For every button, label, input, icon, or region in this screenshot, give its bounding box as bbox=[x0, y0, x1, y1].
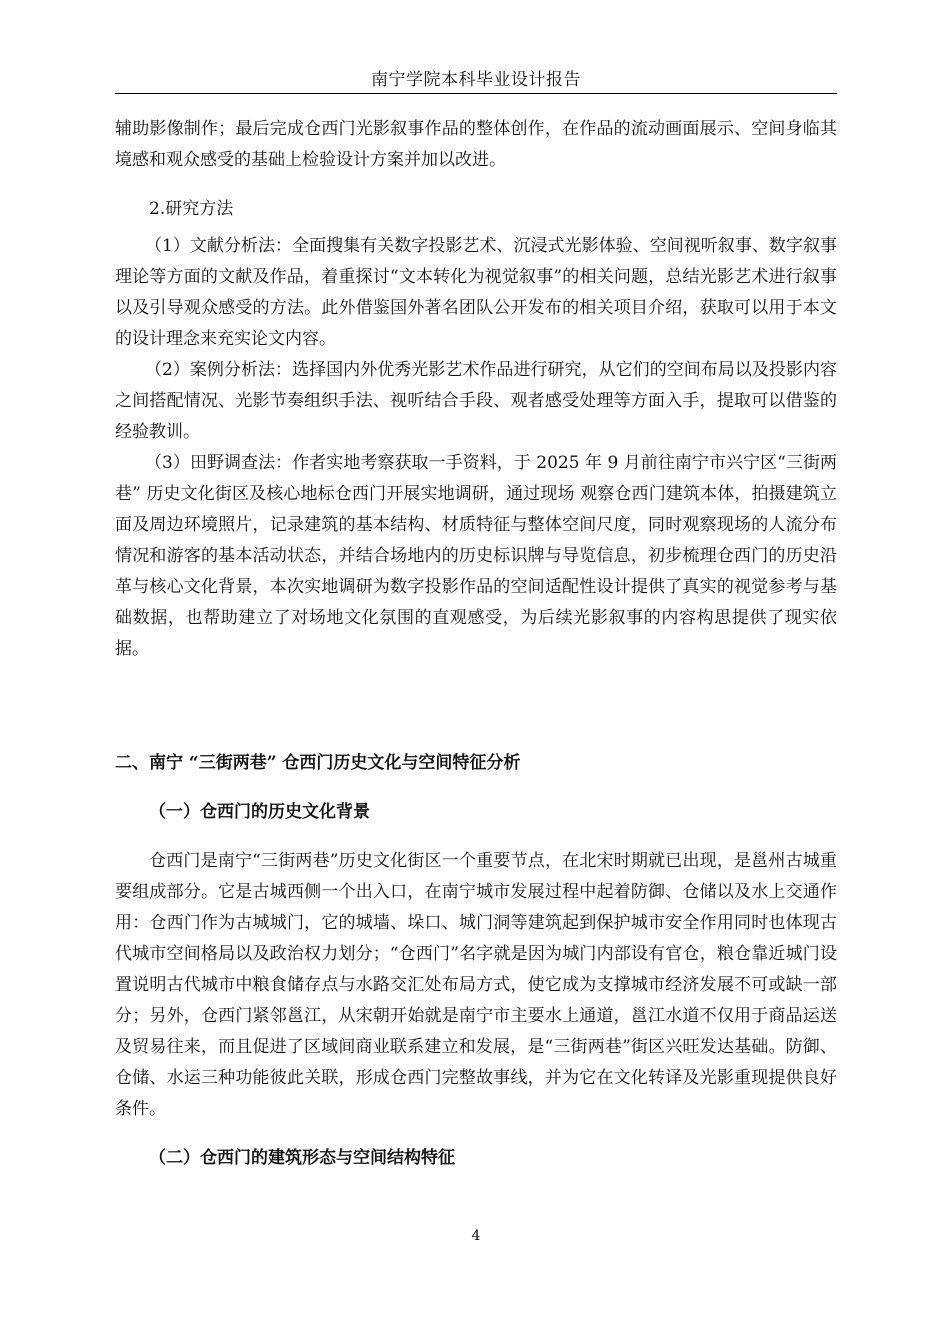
subsection-heading-history: （一）仓西门的历史文化背景 bbox=[149, 802, 370, 822]
subsection-heading-architecture: （二）仓西门的建筑形态与空间结构特征 bbox=[149, 1148, 455, 1168]
history-paragraph: 仓西门是南宁“三街两巷”历史文化街区一个重要节点，在北宋时期就已出现，是邕州古城重要组成部分。它是古城西侧一个出入口，在南宁城市发展过程中起着防御、仓储以及水上交通作用：仓西门作为古城城门，它的城墙、垛口、城门洞等建筑起到保护城市安全作用同时也体现古代城市空间格局以及政治权力划分；“仓西门”名字就是因为城门内部设有官仓，粮仓靠近城门设置说明古代城市中粮食储存点与水路交汇处布局方式，使它成为支撑城市经济发展不可或缺一部分；另外，仓西门紧邻邕江，从宋朝开始就是南宁市主要水上通道，邕江水道不仅用于商品运送及贸易往来，而且促进了区域间商业联系建立和发展，是“三街两巷”街区兴旺发达基础。防御、仓储、水运三种功能彼此关联，形成仓西门完整故事线，并为它在文化转译及光影重现提供良好条件。 bbox=[115, 851, 837, 1119]
page-body bbox=[115, 114, 837, 1174]
section-heading: 二、南宁 “三街两巷” 仓西门历史文化与空间特征分析 bbox=[115, 753, 521, 773]
method-fieldwork-paragraph: （3）田野调查法：作者实地考察获取一手资料，于 2025 年 9 月前往南宁市兴宁区“三街两巷” 历史文化街区及核心地标仓西门开展实地调研，通过现场 观察仓西门建筑本体，拍摄建筑立面及周边环境照片，记录建筑的基本结构、材质特征与整体空间尺度，同时观察现场的人流分布情况和游客的基本活动状态，并结合场地内的历史标识牌与导览信息，初步梳理仓西门的历史沿革与核心文化背景，本次实地调研为数字投影作品的空间适配性设计提供了真实的视觉参考与基础数据，也帮助建立了对场地文化氛围的直观感受，为后续光影叙事的内容构思提供了现实依据。 bbox=[115, 453, 837, 659]
page-number: 4 bbox=[471, 1228, 481, 1244]
method-case-paragraph: （2）案例分析法：选择国内外优秀光影艺术作品进行研究，从它们的空间布局以及投影内容之间搭配情况、光影节奏组织手法、视听结合手段、观者感受处理等方面入手，提取可以借鉴的经验教训。 bbox=[115, 360, 837, 442]
running-header: 南宁学院本科毕业设计报告 bbox=[371, 70, 581, 90]
methods-heading: 2.研究方法 bbox=[149, 199, 234, 219]
intro-paragraph: 辅助影像制作；最后完成仓西门光影叙事作品的整体创作，在作品的流动画面展示、空间身临其境感和观众感受的基础上检验设计方案并加以改进。 bbox=[115, 119, 837, 170]
header-rule bbox=[115, 93, 837, 94]
method-literature-paragraph: （1）文献分析法：全面搜集有关数字投影艺术、沉浸式光影体验、空间视听叙事、数字叙事理论等方面的文献及作品，着重探讨“文本转化为视觉叙事”的相关问题，总结光影艺术进行叙事以及引导观众感受的方法。此外借鉴国外著名团队公开发布的相关项目介绍，获取可以用于本文的设计理念来充实论文内容。 bbox=[115, 236, 837, 349]
